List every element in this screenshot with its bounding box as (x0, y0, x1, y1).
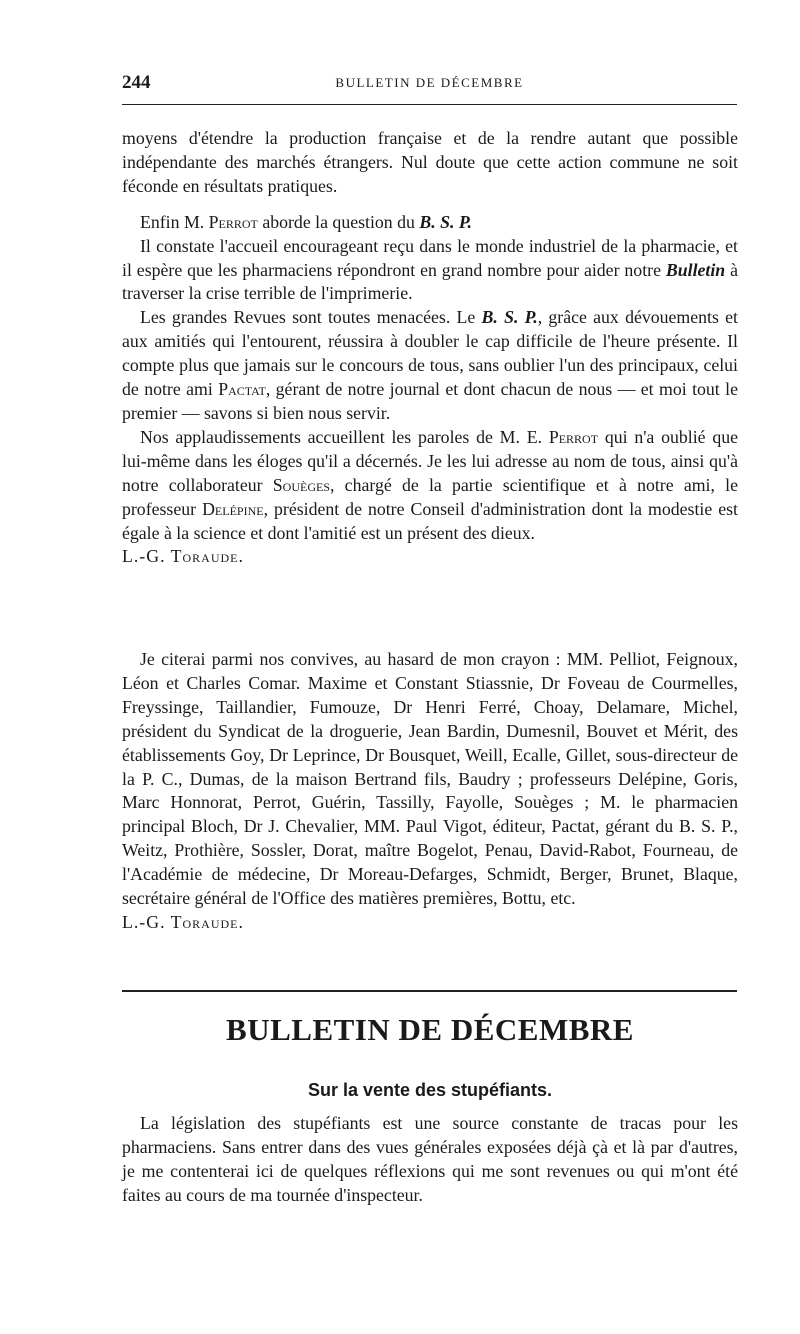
signature: L.-G. Toraude. (122, 911, 244, 932)
header-rule (122, 104, 737, 105)
text-run: Enfin M. (140, 211, 209, 232)
text-run: à traverser la crise terrible de l'imprimerie. (122, 259, 738, 304)
paragraph (122, 235, 738, 307)
text-run: Les grandes Revues sont toutes menacées. Le (140, 307, 482, 328)
page-number: 244 (122, 72, 151, 93)
journal-abbrev: B. S. P. (481, 307, 538, 328)
guest-list (122, 648, 738, 935)
text-run: qui n'a oublié que lui-même dans les éloges qu'il a décernés. Je les lui adresse au nom de tous, ainsi qu'à notre collaborateur (122, 426, 739, 495)
section-title: BULLETIN DE DÉCEMBRE (226, 1012, 634, 1047)
paragraph (122, 426, 738, 546)
paragraph: La législation des stupéfiants est une source constante de tracas pour les pharmaciens. Sans entrer dans des vues générales exposées déjà çà et là par d'autres, je me contenterai ici de quelques réflexions qui me sont revenues ou qui m'ont été faites au cours de ma tournée d'inspecteur. (122, 1113, 738, 1205)
text-run: aborde la question du (257, 211, 420, 232)
person-name: Pactat (218, 379, 266, 400)
text-run: , président de notre Conseil d'administration dont la modestie est égale à la science et dont l'amitié est un présent des dieux. (122, 498, 738, 543)
journal-abbrev: B. S. P. (419, 211, 472, 232)
text-run: , grâce aux dévouements et aux amitiés qui l'entourent, réussira à doubler le cap difficile de l'heure présente. Il compte plus que jamais sur le concours de tous, sans oublier l'un des principaux, celui de notre ami (122, 307, 738, 400)
paragraph: moyens d'étendre la production française et de la rendre autant que possible indépendante des marchés étrangers. Nul doute que cette action commune ne soit féconde en résultats pratiques. (122, 128, 738, 196)
article-continuation (122, 127, 738, 569)
person-name: Perrot (548, 426, 599, 447)
paragraph (122, 306, 738, 426)
text-run: Nos applaudissements accueillent les paroles de M. E. (140, 426, 549, 447)
running-title: BULLETIN DE DÉCEMBRE (335, 75, 524, 90)
text-run: , chargé de la partie scientifique et à notre ami, le professeur (122, 474, 738, 519)
running-head (122, 72, 737, 100)
person-name: Souèges (272, 474, 331, 495)
paragraph (122, 211, 738, 235)
article-body (122, 1112, 738, 1208)
text-run: , gérant de notre journal et dont chacun de nous — et moi tout le premier — savons si bien nous servir. (122, 379, 738, 423)
person-name: Delépine (202, 498, 264, 519)
section-rule (122, 990, 737, 992)
person-name: Perrot (208, 211, 258, 232)
signature: L.-G. Toraude. (122, 546, 244, 567)
article-subtitle: Sur la vente des stupéfiants. (307, 1080, 553, 1100)
journal-name: Bulletin (665, 259, 726, 280)
text-run: Il constate l'accueil encourageant reçu dans le monde industriel de la pharmacie, et il espère que les pharmaciens répondront en grand nombre pour aider notre (122, 235, 738, 280)
paragraph: Je citerai parmi nos convives, au hasard de mon crayon : MM. Pelliot, Feignoux, Léon et Charles Comar. Maxime et Constant Stiassnie, Dr Foveau de Courmelles, Freyssinge, Taillandier, Fumouze, Dr Henri Ferré, Choay, Delamare, Michel, président du Syndicat de la droguerie, Jean Bardin, Dumesnil, Bouvet et Mérit, des établissements Goy, Dr Leprince, Dr Bousquet, Weill, Ecalle, Gillet, sous-directeur de la P. C., Dumas, de la maison Bertrand fils, Baudry ; professeurs Delépine, Goris, Marc Honnorat, Perrot, Guérin, Tassilly, Fayolle, Souèges ; M. le pharmacien principal Bloch, Dr J. Chevalier, MM. Paul Vigot, éditeur, Pactat, gérant du B. S. P., Weitz, Prothière, Sossler, Dorat, maître Bogelot, Penau, David-Rabot, Fourneau, de l'Académie de médecine, Dr Moreau-Defarges, Schmidt, Berger, Brunet, Blaque, secrétaire général de l'Office des matières premières, Bottu, etc. (122, 649, 738, 909)
